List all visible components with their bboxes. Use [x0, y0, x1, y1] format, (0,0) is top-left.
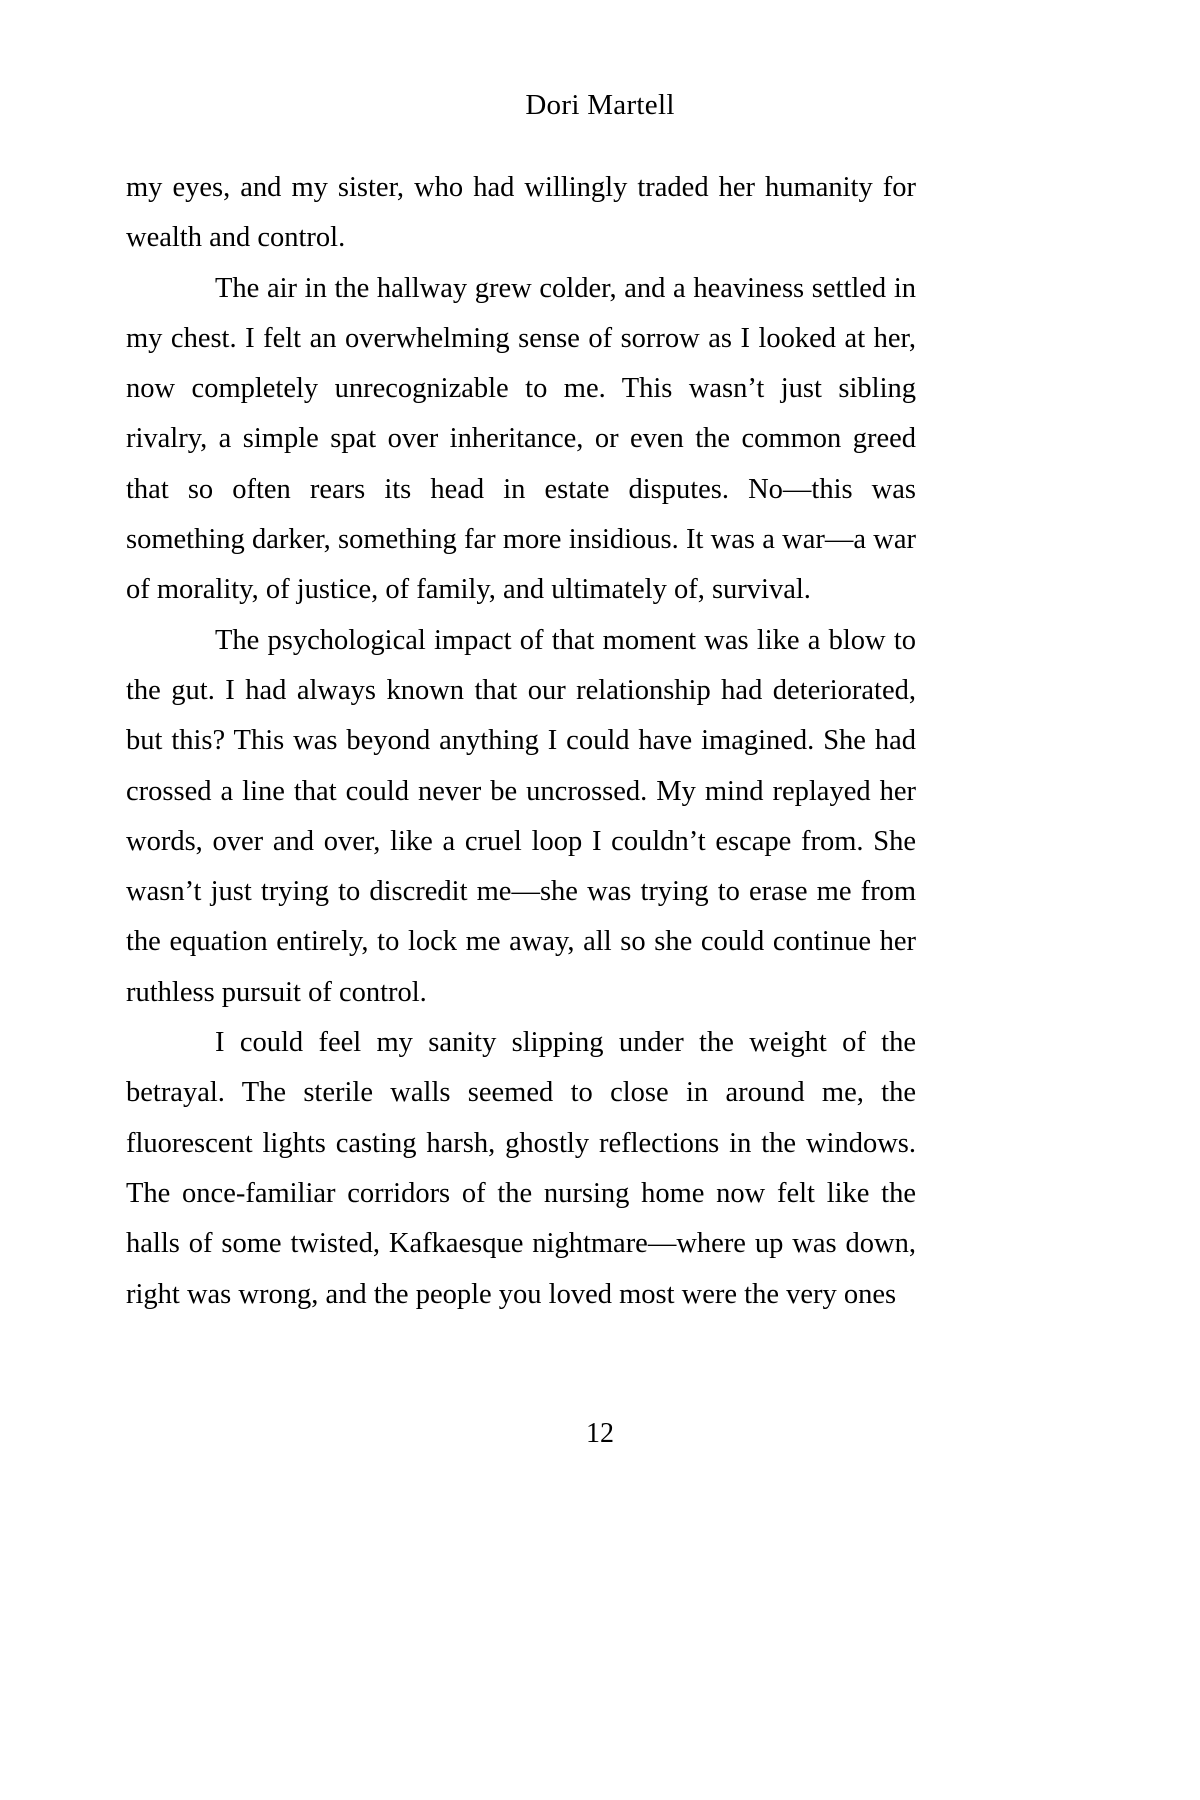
paragraph: The air in the hallway grew colder, and a heaviness settled in my chest. I felt an overwhelming sense of sorrow as I looked at her, now completely unrecognizable to me. This wasn’t just sibling rivalry, a simple spat over inheritance, or even the common greed that so often rears its head in estate disputes. No—this was something darker, something far more insidious. It was a war—a war of morality, of justice, of family, and ultimately of, survival. [126, 272, 916, 606]
body-text-block [126, 163, 916, 1320]
paragraph: my eyes, and my sister, who had willingly traded her humanity for wealth and control. [126, 172, 916, 254]
paragraph: The psychological impact of that moment was like a blow to the gut. I had always known that our relationship had deteriorated, but this? This was beyond anything I could have imagined. She had crossed a line that could never be uncrossed. My mind replayed her words, over and over, like a cruel loop I couldn’t escape from. She wasn’t just trying to discredit me—she was trying to erase me from the equation entirely, to lock me away, all so she could continue her ruthless pursuit of control. [126, 624, 916, 1008]
running-header: Dori Martell [525, 89, 675, 121]
page-number: 12 [586, 1418, 614, 1449]
paragraph: I could feel my sanity slipping under the weight of the betrayal. The sterile walls seemed to close in around me, the fluorescent lights casting harsh, ghostly reflections in the windows. The once-familiar corridors of the nursing home now felt like the halls of some twisted, Kafkaesque nightmare—where up was down, right was wrong, and the people you loved most were the very ones [126, 1027, 916, 1310]
